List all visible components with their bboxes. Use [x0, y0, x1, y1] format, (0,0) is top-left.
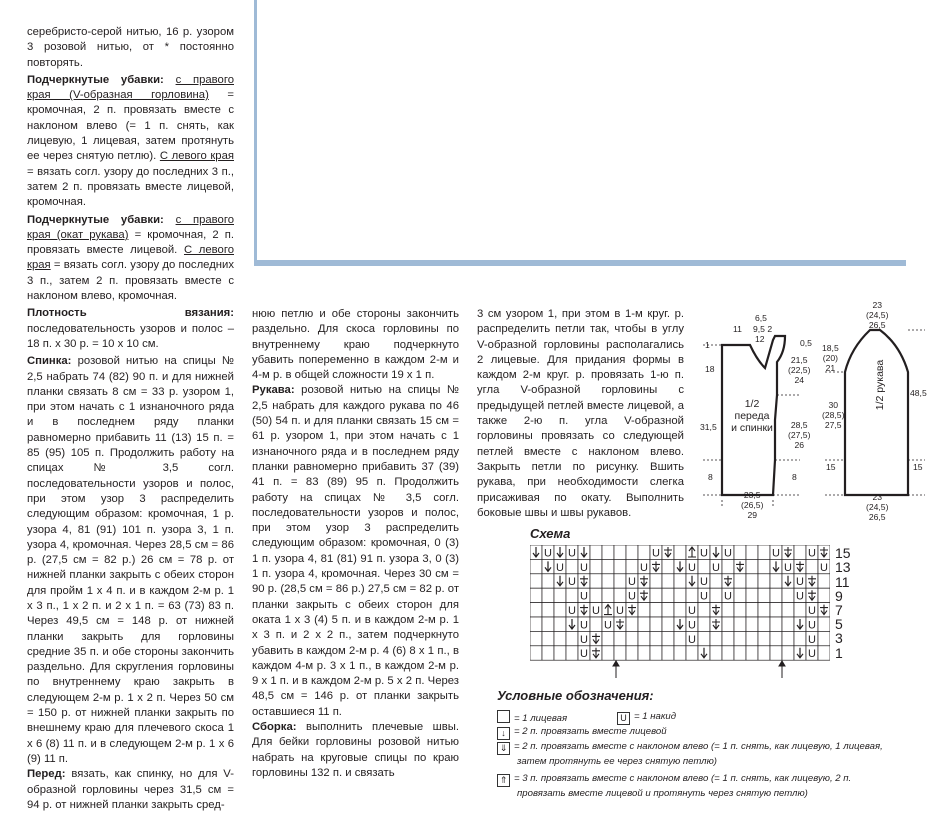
dim-label: 11 — [733, 324, 742, 334]
schema-cell — [566, 631, 578, 645]
text-column-3 — [477, 307, 684, 521]
yarn-over-symbol: U — [808, 619, 816, 632]
schema-cell — [662, 559, 674, 573]
schema-cell — [650, 574, 662, 588]
row-number: 5 — [835, 616, 843, 632]
row-number: 3 — [835, 630, 843, 646]
dim-label: 21,5 (22,5) 24 — [788, 355, 811, 385]
schema-cell — [542, 574, 554, 588]
schema-cell — [746, 588, 758, 602]
yarn-over-symbol: U — [724, 547, 732, 560]
yarn-over-symbol: U — [796, 576, 804, 589]
schema-cell — [530, 559, 542, 573]
body-label: 1/2 переда и спинки — [731, 398, 773, 434]
schema-cell — [722, 646, 734, 660]
yarn-over-symbol: U — [700, 547, 708, 560]
schema-cell — [794, 545, 806, 559]
arrow-down-icon: ↓ — [497, 727, 510, 740]
schema-cell — [758, 545, 770, 559]
yarn-over-symbol: U — [628, 590, 636, 603]
schema-cell — [782, 603, 794, 617]
yarn-over-symbol: U — [568, 547, 576, 560]
schema-cell — [734, 603, 746, 617]
schema-cell — [614, 631, 626, 645]
schema-cell — [626, 545, 638, 559]
yarn-over-symbol: U — [724, 590, 732, 603]
yarn-over-symbol: U — [580, 561, 588, 574]
yarn-over-symbol: U — [808, 648, 816, 661]
legend-item-sk2p: ⇑ = 3 п. провязать вместе с наклоном влево (= 1 п. снять, как лицевую, 2 п. — [497, 772, 851, 787]
schema-cell — [758, 559, 770, 573]
row-number: 13 — [835, 559, 851, 575]
legend-item-ssk: ⇓ = 2 п. провязать вместе с наклоном влево (= 1 п. снять, как лицевую, 1 лицевая, — [497, 740, 883, 755]
schema-cell — [758, 646, 770, 660]
schema-cell — [614, 588, 626, 602]
schema-cell — [674, 545, 686, 559]
yarn-over-symbol: U — [688, 633, 696, 646]
schema-cell — [686, 588, 698, 602]
paragraph: серебристо-серой нитью, 16 р. узором 3 розовой нитью, от * постоянно повторять. — [27, 26, 234, 69]
paragraph: нюю петлю и обе стороны закончить раздельно. Для скоса горловины по внутреннему краю подчеркнуто убавить попеременно в каждом 2-м и 4-м р. в общей сложности 19 х 1 п. — [252, 308, 459, 382]
schema-cell — [602, 545, 614, 559]
dim-label: 23 (24,5) 26,5 — [866, 300, 889, 330]
schema-cell — [662, 574, 674, 588]
dim-label: 31,5 — [700, 422, 717, 432]
schema-cell — [782, 646, 794, 660]
dim-label: 18,5 (20) 21 — [822, 343, 839, 373]
schema-cell — [734, 631, 746, 645]
schema-cell — [758, 631, 770, 645]
dim-label: 30 (28,5) 27,5 — [822, 400, 845, 430]
schema-cell — [554, 646, 566, 660]
yarn-over-symbol: U — [772, 547, 780, 560]
schema-cell — [674, 646, 686, 660]
paragraph-decreases-2: Подчеркнутые убавки: с правого края (окат рукава) = кромочная, 2 п. провязать вместе лицевой. С левого края = вязать согл. узору до последних 3 п., затем 2 п. провязать вместе с наклоном влево, кромочная. — [27, 213, 235, 303]
yarn-over-symbol: U — [712, 561, 720, 574]
schema-cell — [638, 617, 650, 631]
yarn-over-symbol: U — [808, 605, 816, 617]
repeat-markers — [530, 660, 830, 680]
row-number: 9 — [835, 588, 843, 604]
yarn-over-symbol: U — [640, 561, 648, 574]
schema-cell — [686, 646, 698, 660]
yarn-over-symbol: U — [700, 590, 708, 603]
yarn-over-symbol: U — [568, 605, 576, 617]
schema-cell — [770, 603, 782, 617]
schema-cell — [746, 631, 758, 645]
paragraph-assembly: Сборка: выполнить плечевые швы. Для бейки горловины розовой нитью набрать на круговые спицы по краю горловины 132 п. и связать — [252, 721, 459, 779]
dim-label: 8 — [792, 472, 797, 482]
dim-label: 1 — [705, 340, 710, 350]
schema-cell — [650, 588, 662, 602]
schema-cell — [626, 559, 638, 573]
schema-cell — [722, 631, 734, 645]
schema-cell — [638, 603, 650, 617]
dim-label: 8 — [708, 472, 713, 482]
yarn-over-symbol: U — [580, 633, 588, 646]
schema-cell — [698, 603, 710, 617]
yarn-over-symbol: U — [616, 605, 624, 617]
schema-cell — [626, 631, 638, 645]
row-number: 1 — [835, 645, 843, 661]
schema-cell — [602, 646, 614, 660]
photo-area — [254, 0, 906, 266]
schema-cell — [542, 588, 554, 602]
dim-label: 18 — [705, 364, 715, 374]
legend-item-sk2p-note: провязать вместе лицевой и протянуть через снятую петлю) — [517, 788, 808, 799]
schema-cell — [794, 631, 806, 645]
schema-cell — [590, 545, 602, 559]
yarn-over-symbol: U — [580, 648, 588, 661]
arrow-up-icon: ⇑ — [497, 774, 510, 787]
schema-cell — [530, 603, 542, 617]
schema-cell — [746, 617, 758, 631]
yarn-over-symbol: U — [592, 605, 600, 617]
paragraph-back: Спинка: розовой нитью на спицы № 2,5 набрать 74 (82) 90 п. и для нижней планки связать 8 см = 33 р. узором 1, при этом начать с 1 изнаночного ряда и в последнем ряду планки равномерно прибавить 11 (13) 15 п. = 85 (95) 105 п. Продолжить работу на спицах № 3,5 согл. последовательности узоров и полос, при этом узор 3 распределить следующим образом: кромочная, 1 р. узора 4, 81 (91) 101 п. узора 3, 1 п. узора 4, кромочная. Через 28,5 см = 86 р. (27,5 см = 82 р.) 26 см = 78 р. от нижней планки закрыть с обеих сторон для пройм 1 х 4 п. и в каждом 2-м р. 1 х 3 п., 1 х 2 п. и 2 х 1 п. = 63 (73) 83 п. Через 49,5 см = 148 р. от нижней планки закрыть для горловины средние 35 п. и обе стороны закончить раздельно. Для скругления горловины по внутреннему краю закрыть в следующем 2-м р. 1 х 2 п. Через 50 см = 150 р. от нижней планки закрыть по внешнему краю для плечевого скоса 1 х 6 (8) 11 п. и в следующем 2-м р. 1 х 6 (9) 11 п. — [27, 355, 234, 765]
schema-cell — [542, 617, 554, 631]
schema-cell — [734, 588, 746, 602]
dim-label: 28,5 (27,5) 26 — [788, 420, 811, 450]
schema-cell — [602, 631, 614, 645]
schema-cell — [590, 617, 602, 631]
schema-cell — [734, 574, 746, 588]
schema-grid — [530, 545, 830, 661]
schema-cell — [638, 631, 650, 645]
schema-cell — [746, 574, 758, 588]
paragraph-gauge: Плотность вязания: последовательность узоров и полос – 18 п. х 30 р. = 10 х 10 см. — [27, 307, 234, 350]
yarn-over-symbol: U — [628, 576, 636, 589]
dim-label: 15 — [913, 462, 923, 472]
yarn-over-symbol: U — [652, 547, 660, 560]
yarn-over-symbol: U — [700, 576, 708, 589]
schema-cell — [662, 617, 674, 631]
schema-cell — [626, 617, 638, 631]
schema-cell — [758, 574, 770, 588]
schema-cell — [710, 631, 722, 645]
dim-label: 0,5 — [800, 338, 812, 348]
schema-cell — [554, 588, 566, 602]
schema-cell — [566, 588, 578, 602]
schema-cell — [770, 574, 782, 588]
schema-cell — [662, 588, 674, 602]
yarn-over-symbol: U — [808, 633, 816, 646]
schema-cell — [710, 588, 722, 602]
schema-cell — [758, 617, 770, 631]
schema-cell — [662, 646, 674, 660]
schema-cell — [542, 646, 554, 660]
schema-cell — [698, 559, 710, 573]
empty-cell-icon — [497, 710, 510, 723]
schema-cell — [590, 559, 602, 573]
schema-cell — [770, 631, 782, 645]
schema-cell — [638, 545, 650, 559]
legend-item-k2tog: ↓ = 2 п. провязать вместе лицевой — [497, 725, 667, 740]
schema-cell — [530, 631, 542, 645]
text-column-1 — [27, 25, 234, 813]
schema-cell — [758, 588, 770, 602]
yarn-over-symbol: U — [820, 561, 828, 574]
yarn-over-symbol: U — [796, 590, 804, 603]
schema-cell — [650, 646, 662, 660]
schema-cell — [674, 574, 686, 588]
paragraph: 3 см узором 1, при этом в 1-м круг. р. распределить петли так, чтобы в углу V-образной горловины располагались 2 лицевые. Для придания формы в каждом 2-м круг. р. провязать 1-ю п. угла V-образной горловины с предыдущей петлей вместе лицевой, а также 2-ю п. угла V-образной горловины провязать со следующей петлей вместе с наклоном влево. Закрыть петли по рисунку. Вшить рукава, при необходимости слегка присаживая по окату. Выполнить боковые швы и швы рукавов. — [477, 308, 684, 519]
schema-cell — [530, 588, 542, 602]
schema-cell — [734, 617, 746, 631]
legend-title: Условные обозначения: — [497, 688, 654, 703]
schema-cell — [722, 559, 734, 573]
schema-cell — [698, 631, 710, 645]
schema-cell — [542, 603, 554, 617]
schema-cell — [530, 574, 542, 588]
schema-cell — [770, 617, 782, 631]
schema-cell — [746, 646, 758, 660]
yarn-over-symbol: U — [604, 619, 612, 632]
schema-cell — [698, 617, 710, 631]
sleeve-label: 1/2 рукава — [874, 359, 887, 411]
schema-cell — [734, 646, 746, 660]
dim-label: 15 — [826, 462, 836, 472]
schema-cell — [818, 617, 830, 631]
schema-cell — [746, 559, 758, 573]
schema-cell — [746, 603, 758, 617]
yarn-over-symbol: U — [580, 619, 588, 632]
yarn-over-symbol: U — [556, 561, 564, 574]
dim-label: 23,5 (26,5) 29 — [741, 490, 764, 520]
yarn-over-symbol: U — [568, 576, 576, 589]
sleeve-outline — [845, 330, 908, 495]
paragraph-front: Перед: вязать, как спинку, но для V-образной горловины через 31,5 см = 94 р. от нижней планки закрыть сред- — [27, 768, 234, 811]
paragraph-sleeves: Рукава: розовой нитью на спицы № 2,5 набрать для каждого рукава по 46 (50) 54 п. и для планки связать 15 см = 61 р. узором 1, при этом начать с 1 изнаночного ряда и в последнем ряду планки равномерно прибавить 37 (39) 41 п. = 83 (89) 95 п. Продолжить работу на спицах № 3,5 согл. последовательности узоров и полос, при этом узор 3 распределить следующим образом: кромочная, 0 (3) 1 п. узора 4, 81 (81) 91 п. узора 3, 0 (3) 1 п. узора 4, кромочная. Через 30 см = 90 р. (28,5 см = 86 р.) 27,5 см = 82 р. от планки закрыть с обеих сторон для оката 1 х 3 (4) 5 п. и в каждом 2-м р. 1 х 3 п. и 2 х 2 п., затем подчеркнуто убавить в каждом 2-м р. 4 (6) 8 х 1 п., в каждом 4-м р. 3 х 1 п., в каждом 2-м р. 9 х 1 п. и в каждом 2-м р. 5 х 2 п. Через 48,5 см = 146 р. от планки закрыть оставшиеся 11 п. — [252, 384, 459, 718]
dim-label: 9,5 2 — [753, 324, 773, 334]
row-number: 15 — [835, 545, 851, 561]
yarn-over-symbol: U — [688, 619, 696, 632]
schema-cell — [530, 617, 542, 631]
legend-item-yarn-over: U = 1 накид — [617, 710, 676, 725]
schema-cell — [638, 646, 650, 660]
schema-cell — [626, 646, 638, 660]
schema-cell — [710, 646, 722, 660]
schema-cell — [650, 617, 662, 631]
schema-cell — [722, 603, 734, 617]
schema-cell — [554, 617, 566, 631]
schema-cell — [614, 574, 626, 588]
legend-item-knit: = 1 лицевая — [497, 710, 567, 725]
schema-cell — [602, 559, 614, 573]
schema-cell — [590, 574, 602, 588]
row-number: 7 — [835, 602, 843, 618]
schema-cell — [614, 646, 626, 660]
schema-cell — [662, 603, 674, 617]
schema-cell — [530, 646, 542, 660]
schema-cell — [794, 603, 806, 617]
schema-cell — [782, 588, 794, 602]
schema-cell — [554, 631, 566, 645]
schema-cell — [770, 588, 782, 602]
dim-label: 6,5 — [755, 313, 767, 323]
schema-cell — [662, 631, 674, 645]
schema-cell — [614, 545, 626, 559]
schema-cell — [674, 603, 686, 617]
schema-cell — [818, 588, 830, 602]
schema-cell — [818, 646, 830, 660]
dim-label: 12 — [755, 334, 765, 344]
schema-cell — [758, 603, 770, 617]
text-column-2 — [252, 307, 459, 781]
yarn-over-symbol: U — [580, 590, 588, 603]
arrow-down-left-icon: ⇓ — [497, 742, 510, 755]
yarn-over-symbol: U — [784, 561, 792, 574]
schema-cell — [566, 646, 578, 660]
paragraph-decreases-1: Подчеркнутые убавки: с правого края (V-образная горловина) = кромочная, 2 п. провязать вместе с наклоном влево (= 1 п. снять, как лицевую, 1 лицевая, затем протянуть ее через снятую петлю). С левого края = вязать согл. узору до последних 3 п., затем 2 п. провязать вместе лицевой, кромочная. — [27, 73, 234, 209]
u-symbol-icon: U — [617, 712, 630, 725]
schema-cell — [818, 631, 830, 645]
schema-cell — [734, 545, 746, 559]
schema-cell — [818, 574, 830, 588]
schema-cell — [782, 617, 794, 631]
dim-label: 23 (24,5) 26,5 — [866, 492, 889, 522]
schema-cell — [722, 617, 734, 631]
schema-cell — [590, 588, 602, 602]
legend-item-ssk-note: затем протянуть ее через снятую петлю) — [517, 756, 717, 767]
schema-cell — [566, 559, 578, 573]
schema-cell — [554, 603, 566, 617]
row-number: 11 — [835, 574, 850, 590]
schema-cell — [674, 588, 686, 602]
schema-cell — [614, 559, 626, 573]
schema-cell — [542, 631, 554, 645]
schema-cell — [602, 574, 614, 588]
yarn-over-symbol: U — [688, 561, 696, 574]
yarn-over-symbol: U — [544, 547, 552, 560]
schema-cell — [806, 559, 818, 573]
schema-cell — [710, 574, 722, 588]
schema-cell — [650, 631, 662, 645]
schema-cell — [782, 631, 794, 645]
schema-cell — [674, 631, 686, 645]
dim-label: 48,5 — [910, 388, 927, 398]
yarn-over-symbol: U — [688, 605, 696, 617]
yarn-over-symbol: U — [808, 547, 816, 560]
schema-cell — [650, 603, 662, 617]
schema-cell — [602, 588, 614, 602]
schema-title: Схема — [530, 526, 571, 541]
schema-cell — [746, 545, 758, 559]
schema-cell — [770, 646, 782, 660]
